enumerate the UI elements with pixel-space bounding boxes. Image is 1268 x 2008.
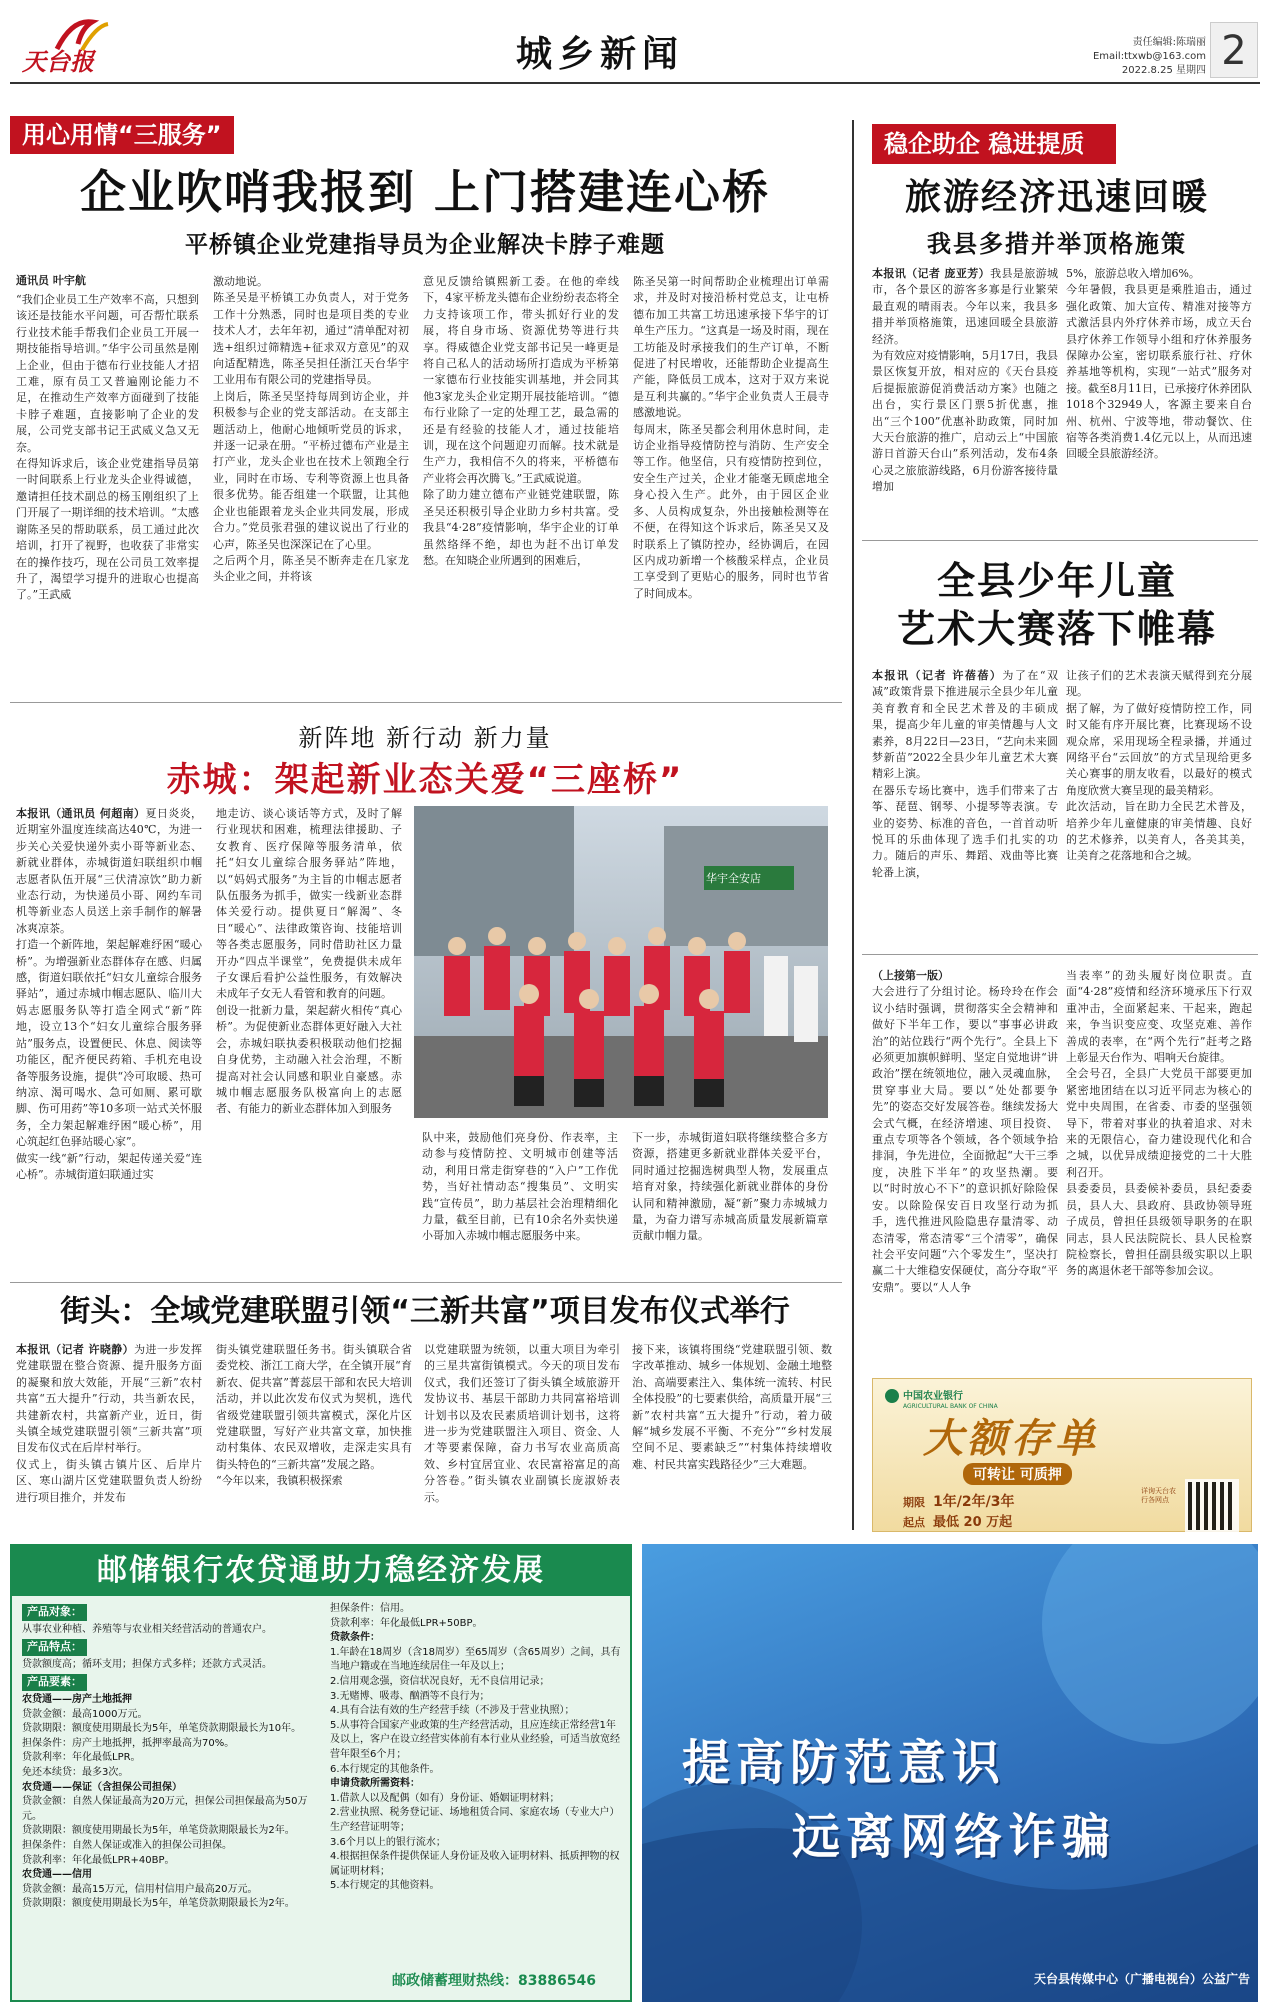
article1-subhead: 平桥镇企业党建指导员为企业解决卡脖子难题 <box>185 232 665 258</box>
postal-ad-right <box>330 1602 625 1962</box>
editor-email: Email:ttxwb@163.com <box>1092 51 1206 62</box>
photo-sign-text: 华宇全安店 <box>706 872 761 885</box>
postal-left-row <box>22 1672 317 1693</box>
page-number: 2 <box>1210 22 1258 78</box>
postal-right-text: 担保条件：信用。 贷款利率：年化最低LPR+50BP。 <box>330 1603 483 1629</box>
postal-right-row <box>330 1777 625 1792</box>
postal-left-row <box>22 1623 317 1638</box>
postal-left-row <box>22 1602 317 1623</box>
masthead-rule <box>10 82 1260 84</box>
postal-right-heading: 贷款条件： <box>330 1632 380 1644</box>
article1-col2: 激动地说。 陈圣吴是平桥镇工办负责人，对于党务工作十分熟悉，同时也是项目类的专业技术人才，去年年初，通过“清单配对初选+组织过筛精选+征求双方意见”的双向适配精选，陈圣吴担任浙江天台华宇工业用布有限公司的党建指导员。 上岗后，陈圣吴坚持每周到访企业，并积极参与企业的党支部活动。在支部主题活动上，他耐心地倾听党员的诉求，并逐一记录在册。“平桥过德布产业是主打产业，龙头企业也在技术上领跑全行业，同时在市场、专利等资源上也具备很多优势。能否组建一个联盟，让其他企业也能跟着龙头企业共同发展，形成合力。”党员张君强的建议说出了行业的心声，陈圣吴也深深记在了心里。 之后两个月，陈圣吴不断奔走在几家龙头企业之间，并将该 <box>213 275 409 584</box>
article6-col1 <box>872 968 1058 1370</box>
volunteer-photo <box>414 806 828 1118</box>
postal-left-row <box>22 1637 317 1658</box>
article2-subhead: 我县多措并举顶格施策 <box>927 230 1187 258</box>
article3-byline: 本报讯（记者 许蓓蓓） <box>872 669 1003 682</box>
postal-left-heading: 农贷通——保证（含担保公司担保） <box>22 1781 182 1793</box>
deposit-start-label: 起点 <box>903 1516 925 1529</box>
editor-name: 责任编辑:陈瑞丽 <box>1132 37 1206 48</box>
article6-col1-text: 大会进行了分组讨论。杨玲玲在作会议小结时强调，贯彻落实全会精神和做好下半年工作，要以“事事必讲政治”的站位践行“两个先行”。全县上下必须更加旗帜鲜明、坚定自觉地讲“讲政治”摆在统领地位，融入灵魂血脉，贯穿事业大局。要以“处处都要争先”的姿态交好发展答卷。继续发扬大会式气概，在经济增速、项目投资、重点专项等各个领域，各个领域争拾排洞，争先进位，全面掀起“大干三季度，决胜下半年”的攻坚热潮。要以“时时放心不下”的意识抓好除险保安。以除险保安百日攻坚行动为抓手，选代推进风险隐患存量清零、动态清零，常态清零“三个清零”，确保社会平安问题“六个零发生”，坚决打赢二十大维稳安保硬仗，高分夺取“平安鼎”。要以“人人争 <box>872 985 1058 1294</box>
abc-logo-icon <box>885 1389 899 1403</box>
article5-col3: 以党建联盟为统领，以重大项目为牵引的三星共富街镇模式。今天的项目发布仪式，我们还签订了街头镇全域旅游开发协议书、基层干部助力共同富裕培训计划书以及农民素质培训计划书，这将进一步为党建联盟注入项目、资金、人才等要素保障，奋力书写农业高质高效、乡村宜居宜业、农民富裕富足的高分答卷。”街头镇农业副镇长庞淑娇表示。 <box>424 1343 620 1504</box>
postal-left-row <box>22 1781 317 1796</box>
postal-left-tag: 产品要素： <box>22 1674 87 1691</box>
article3-col1 <box>872 668 1058 944</box>
article4-col3: 队中来，鼓励他们亮身份、作表率，主动参与疫情防控、文明城市创建等活动，利用日常走街穿巷的“入户”工作优势，当好社情动态“搜集员”、文明实践“宣传员”，助力基层社会治理精细化力量，截至目前，已有10余名外卖快递小哥加入赤城巾帼志愿服务中来。 <box>422 1131 618 1243</box>
article1-col1: “我们企业员工生产效率不高，只想到该还是技能水平问题，可否帮忙联系行业技术能手帮我们企业员工开展一期技能指导培训。”华宇公司虽然是刚上企业，但由于德布行业技能人才招工难，原有员工又普遍刚论能力不足，在推动生产效率方面碰到了技能卡脖子难题，直接影响了企业的发展，公司党支部书记王武威义急又无奈。 在得知诉求后，该企业党建指导员第一时间联系上行业龙头企业得诚德，邀请担任技术副总的杨玉刚组织了上门开展了一期详细的技术培训。“太感谢陈圣吴的帮助联系，员工通过此次培训，打开了视野，也收获了非常实在的操作技巧，现在公司员工效率提升了，渴望学习提升的进取心也提高了。”王武威 <box>16 293 199 602</box>
article6-col2: 当表率”的劲头履好岗位职责。直面“4·28”疫情和经济环境承压下行双重冲击，全面紧起来、干起来，跑起来，争当识变应变、攻坚克难、善作善成的表率，在“两个先行”赶考之路上彰显天台作为、唱响天台旋律。 全会号召，全县广大党员干部要更加紧密地团结在以习近平同志为核心的党中央周围，在省委、市委的坚强领导下，带着对事业的执着追求、对未来的无限信心，奋力建设现代化和合之城，以优异成绩迎接党的二十大胜利召开。 县委委员，县委候补委员，县纪委委员，县人大、县政府、县政协领导班子成员，曾担任县级领导职务的在职同志，县人民法院院长、县人民检察院检察长，曾担任副县级实职以上职务的离退休老干部等参加会议。 <box>1066 969 1252 1278</box>
article4-col2: 地走访、谈心谈话等方式，及时了解行业现状和困难，梳理法律援助、子女教育、医疗保障等服务清单，依托“妇女儿童综合服务驿站”阵地，以“妈妈式服务”为主旨的巾帼志愿者队伍服务为抓手，做实一线新业态群体关爱行动。提供夏日“解渴”、冬日“暖心”、法律政策咨询、技能培训等各类志愿服务，同时借助社区力量开办“四点半课堂”，免费提供未成年子女课后看护公益性服务，有效解决未成年子女无人看管和教育的问题。 创设一批新力量，架起薪火相传“真心桥”。为促使新业态群体更好融入大社会，赤城妇联执委积极联动他们挖掘自身优势，主动融入社会治理，不断提高对社会认同感和职业自豪感。赤城巾帼志愿服务队极富向上的志愿者、有能力的新业态群体加入到服务 <box>216 807 402 1116</box>
divider-2 <box>862 540 1258 541</box>
postal-right-row <box>330 1631 625 1646</box>
article6-continued-tag: （上接第一版） <box>872 969 949 982</box>
postal-left-row <box>22 1868 317 1883</box>
postal-left-heading: 农贷通——房产土地抵押 <box>22 1693 132 1705</box>
postal-right-row <box>330 1646 625 1777</box>
article3-col2: 让孩子们的艺术表演天赋得到充分展现。 据了解，为了做好疫情防控工作，同时又能有序开展比赛，比赛现场不设观众席，采用现场全程录播，并通过网络平台“云回放”的方式呈现给更多关心赛事的朋友收看，以最好的模式角度欣赏大赛呈现的最美精彩。 此次活动，旨在助力全民艺术普及，培养少年儿童健康的审美情趣、良好的艺术修养，以美育人，各美其美，让美育之花落地和合之城。 <box>1066 669 1252 863</box>
postal-left-row <box>22 1693 317 1708</box>
abc-bank-name-en: AGRICULTURAL BANK OF CHINA <box>903 1403 998 1410</box>
psa-line2: 远离网络诈骗 <box>792 1809 1117 1865</box>
deposit-side-note: 详询天台农行各网点 <box>1141 1487 1176 1504</box>
postal-left-text: 贷款金额：最高15万元，信用村信用户最高20万元。 贷款期限：额度使用期最长为5年，单笔贷款期限最长为2年。 <box>22 1883 295 1910</box>
volunteer-photo-image <box>414 806 828 1118</box>
divider-3 <box>862 954 1258 955</box>
postal-right-heading: 申请贷款所需资料： <box>330 1778 420 1790</box>
postal-ad-title: 邮储银行农贷通助力稳经济发展 <box>12 1546 630 1596</box>
postal-left-text: 贷款金额：最高1000万元。 贷款期限：额度使用期最长为5年，单笔贷款期限最长为10年。 担保条件：房产土地抵押，抵押率最高为70%。 贷款利率：年化最低LPR。 免还本续贷：最多3次。 <box>22 1708 302 1778</box>
article4-col4: 下一步，赤城街道妇联将继续整合多方资源，搭建更多新就业群体关爱平台，同时通过挖掘选树典型人物，发展重点培育对象，持续强化新就业群体的身份认同和精神激励，凝“新”聚力赤城城力量，为奋力谱写赤城高质量发展新篇章贡献巾帼力量。 <box>632 1131 828 1243</box>
article2-kicker: 稳企助企 稳进提质 <box>872 124 1116 164</box>
postal-right-text: 1.年龄在18周岁（含18周岁）至65周岁（含65周岁）之间，具有当地户籍或在当地连续居住一年及以上； 2.信用观念强，资信状况良好，无不良信用记录； 3.无赌博、吸毒、酗酒等不良行为； 4.具有合法有效的生产经营手续（不涉及于营业执照）； 5.从事符合国家产业政策的生产经营活动，且应连续正常经营1年及以上，客户在设立经营实体前有本行业从业经验，可适当放宽经营年限至6个月； 6.本行规定的其他条件。 <box>330 1646 621 1775</box>
article5-col4: 接下来，该镇将围绕“党建联盟引领、数字改革推动、城乡一体规划、金融土地整治、高端要素注入、集体统一流转、村民全体投股”的七要素供给，高质量开展“三新”农村共富“五大提升”行动，着力破解“城乡发展不平衡、不充分”“乡村发展空间不足、要素缺乏”“村集体持续增收难、村民共富实践路径少”三大难题。 <box>632 1343 832 1471</box>
article3-headline-line2: 艺术大赛落下帷幕 <box>896 607 1217 651</box>
divider-1 <box>10 702 842 703</box>
postal-left-text: 从事农业种植、养殖等与农业相关经营活动的普通农户。 <box>22 1623 272 1635</box>
column-rule-main <box>852 120 854 1530</box>
article1-col3: 意见反馈给镇熙新工委。在他的牵线下，4家平桥龙头德布企业纷纷表态将全力支持该项工作，带头抓好行业的发展，将自身市场、资源优势等进行共享。得威德企业党支部书记吴一峰更是将自己私人的活动场所打造成为平桥第一家德布行业技能实训基地，并会同其他3家龙头企业定期开展技能培训。“德布行业除了一定的处理工艺，最急需的还是有经验的技能人才，通过技能培训，现在这个问题迎刃而解。技术就是生产力，我相信不久的将来，平桥德布产业将会再次腾飞。”王武威说道。 除了助力建立德布产业链党建联盟，陈圣吴还积极引导企业助力乡村共富。受我县“4·28”疫情影响，华宇企业的订单虽然络绎不绝，却也为赶不出订单发愁。在知晓企业所遇到的困难后， <box>423 275 619 567</box>
postal-right-row <box>330 1602 625 1631</box>
anti-fraud-psa <box>642 1544 1258 2002</box>
article2-byline: 本报讯（记者 庞亚芳） <box>872 267 991 280</box>
postal-left-row <box>22 1658 317 1673</box>
deposit-min-row <box>903 1511 1012 1530</box>
postal-left-row <box>22 1883 317 1912</box>
masthead <box>0 0 1268 82</box>
postal-left-row <box>22 1795 317 1868</box>
deposit-sub: 可转让 可质押 <box>963 1463 1072 1485</box>
postal-left-heading: 农贷通——信用 <box>22 1869 92 1881</box>
article5-col1 <box>16 1342 202 1538</box>
article1-headline: 企业吹哨我报到 上门搭建连心桥 <box>79 165 770 219</box>
deposit-term-row <box>903 1491 1014 1511</box>
postal-right-text: 1.借款人以及配偶（如有）身份证、婚姻证明材料； 2.营业执照、税务登记证、场地租赁合同、家庭农场（专业大户）生产经营证明等； 3.6个月以上的银行流水； 4.根据担保条件提供保证人身份证及收入证明材料、抵质押物的权属证明材料； 5.本行规定的其他资料。 <box>330 1792 620 1892</box>
postal-hotline: 邮政储蓄理财热线：83886546 <box>392 1973 596 1989</box>
article1-kicker: 用心用情“三服务” <box>10 116 234 154</box>
qr-code-icon[interactable] <box>1185 1479 1239 1533</box>
article5-col1-text: 为进一步发挥党建联盟在整合资源、提升服务方面的凝聚和放大效能，开展“三新”农村共富“五大提升”行动，共当新农民，共建新农村，共富新产业，近日，街头镇全域党建联盟引领“三新共富”项目发布仪式在后岸村举行。 仪式上，街头镇古镇片区、后岸片区、寒山湖片区党建联盟负责人纷纷进行项目推介，并发布 <box>16 1343 202 1504</box>
article4-kicker: 新阵地 新行动 新力量 <box>298 724 552 752</box>
article1-col4: 陈圣吴第一时间帮助企业梳理出订单需求，并及时对接沿桥村党总支，让屯桥德布加工共富工坊迅速承接下华宇的订单生产压力。“这真是一场及时雨，现在工坊能及时承接我们的生产订单，不断促进了村民增收，还能帮助企业提高生产能，降低员工成本，这对于双方来说是互利共赢的。”华宇企业负责人王晨寺感激地说。 每周末，陈圣吴都会利用休息时间，走访企业指导疫情防控与消防、生产安全等工作。他坚信，只有疫情防控到位，安全生产过关，企业才能毫无顾虑地全身心投入生产。此外，由于园区企业多、人员构成复杂，外出接触检测等在不便，在得知这个诉求后，陈圣吴又及时联系上了镇防控办，经协调后，在园区内成功新增一个核酸采样点，企业员工享受到了更贴心的服务，同时也节省了时间成本。 <box>633 275 829 600</box>
postal-left-row <box>22 1708 317 1781</box>
article2-headline: 旅游经济迅速回暖 <box>904 177 1209 218</box>
deposit-min-amount: 最低 20 万起 <box>933 1515 1013 1530</box>
deposit-term-label: 期限 <box>903 1496 925 1509</box>
postal-left-text: 贷款额度高；循环支用；担保方式多样；还款方式灵活。 <box>22 1658 272 1670</box>
postal-ad-left <box>22 1602 317 1962</box>
article4-col1-text: 夏日炎炎，近期室外温度连续高达40℃，为进一步关心关爱快递外卖小哥等新业态、新就业群体，赤城街道妇联组织巾帼志愿者队伍开展“三伏清凉饮”助力新业态行动，为快递员小哥、网约车司机等新业态人员送上亲手制作的解暑冰爽凉茶。 打造一个新阵地，架起解难纾困“暖心桥”。为增强新业态群体存在感、归属感，街道妇联依托“妇女儿童综合服务驿站”，通过赤城巾帼志愿队、临川大妈志愿服务队等打造全网式“新”阵地，设立13个“妇女儿童综合服务驿站”服务点，设置便民、休息、阅读等功能区，配齐便民药箱、手机充电设备等服务设施，提供“冷可取暖、热可纳凉、渴可喝水、急可如厕、累可歇脚、伤可用药”等10多项一站式关怀服务，全力架起解难纾困“暖心桥”，用心筑起红色驿站暖心家”。 做实一线“新”行动，架起传递关爱“连心桥”。赤城街道妇联通过实 <box>16 807 202 1181</box>
article4-byline: 本报讯（通讯员 何超南） <box>16 807 146 820</box>
article4-headline: 赤城：架起新业态关爱“三座桥” <box>166 760 684 800</box>
article3-headline-line1: 全县少年儿童 <box>936 559 1177 603</box>
article2-col1 <box>872 266 1058 528</box>
newspaper-logo <box>22 14 152 76</box>
abc-deposit-ad <box>872 1378 1252 1532</box>
article3-col1-text: 为了在“双减”政策背景下推进展示全县少年儿童美育教育和全民艺术普及的丰硕成果，提高少年儿童的审美情趣与人文素养，8月22日—23日，“艺向未来圆梦新苗”2022全县少年儿童艺术大赛精彩上演。 在器乐专场比赛中，选手们带来了古筝、琵琶、钢琴、小提琴等表演。专业的姿势、标准的音色，一首首动听悦耳的乐曲体现了选手们扎实的功力。随后的声乐、舞蹈、戏曲等比赛轮番上演， <box>872 669 1058 879</box>
deposit-terms: 1年/2年/3年 <box>933 1494 1015 1510</box>
article2-col1-text: 我县是旅游城市，各个景区的游客多寡是行业繁荣最直观的晴雨表。今年以来，我县多措并举顶格施策，迅速回暖全县旅游经济。 为有效应对疫情影响，5月17日，我县景区恢复开放，相对应的《天台县疫后提振旅游促消费活动方案》也随之出台，实行景区门票5折优惠，推出“三个100”优惠补助政策，同时加大天台旅游的推广，启动云上“中国旅游日首游天台山”系列活动，发布4条心灵之旅旅游线路，6月份游客接待量增加 <box>872 267 1058 494</box>
postal-left-text: 贷款金额：自然人保证最高为20万元，担保公司担保最高为50万元。 贷款期限：额度使用期最长为5年，单笔贷款期限最长为2年。 担保条件：自然人保证或准入的担保公司担保。 贷款利率：年化最低LPR+40BP。 <box>22 1796 308 1866</box>
article2-col2: 5%，旅游总收入增加6%。 今年暑假，我县更是乘胜追击，通过强化政策、加大宣传、精准对接等方式激活县内外疗休养市场，成立天台县疗休养工作领导小组和疗休养服务保障办公室，密切联系旅行社、疗休养基地等机构，实现“一站式”服务对接。截至8月11日，已承接疗休养团队1018个32949人，客源主要来自台州、杭州、宁波等地，带动餐饮、住宿等各类消费1.4亿元以上，从而迅速回暖全县旅游经济。 <box>1066 267 1252 461</box>
article5-headline: 街头：全域党建联盟引领“三新共富”项目发布仪式举行 <box>60 1294 790 1329</box>
postal-left-tag: 产品特点： <box>22 1639 87 1656</box>
article5-col2: 街头镇党建联盟任务书。街头镇联合省委党校、浙江工商大学，在全镇开展“育新农、促共富”菁蕊层干部和农民大培训活动，并以此次发布仪式为契机，选代省级党建联盟引领共富模式，深化片区党建联盟，写好产业共富文章，加快推动村集体、农民双增收，走深走实具有街头特色的“三新共富”发展之路。 “今年以来，我镇积极探索 <box>216 1343 412 1488</box>
issue-date: 2022.8.25 星期四 <box>1121 65 1206 76</box>
logo-text: 天台报 <box>22 47 94 76</box>
psa-footer: 天台县传媒中心（广播电视台）公益广告 <box>1033 1972 1250 1986</box>
abc-bank-name: 中国农业银行 <box>885 1387 963 1403</box>
postal-loan-ad <box>10 1544 632 2002</box>
psa-line1: 提高防范意识 <box>682 1735 1007 1791</box>
article1-byline: 通讯员 叶宇航 <box>16 274 86 287</box>
divider-4 <box>10 1282 842 1283</box>
postal-right-row <box>330 1792 625 1894</box>
article5-byline: 本报讯（记者 许晓静） <box>16 1343 135 1356</box>
masthead-info <box>1086 36 1206 78</box>
deposit-title: 大额存单 <box>923 1415 1099 1462</box>
postal-left-tag: 产品对象： <box>22 1604 87 1621</box>
article4-col1 <box>16 806 202 1276</box>
section-title: 城乡新闻 <box>515 34 684 75</box>
